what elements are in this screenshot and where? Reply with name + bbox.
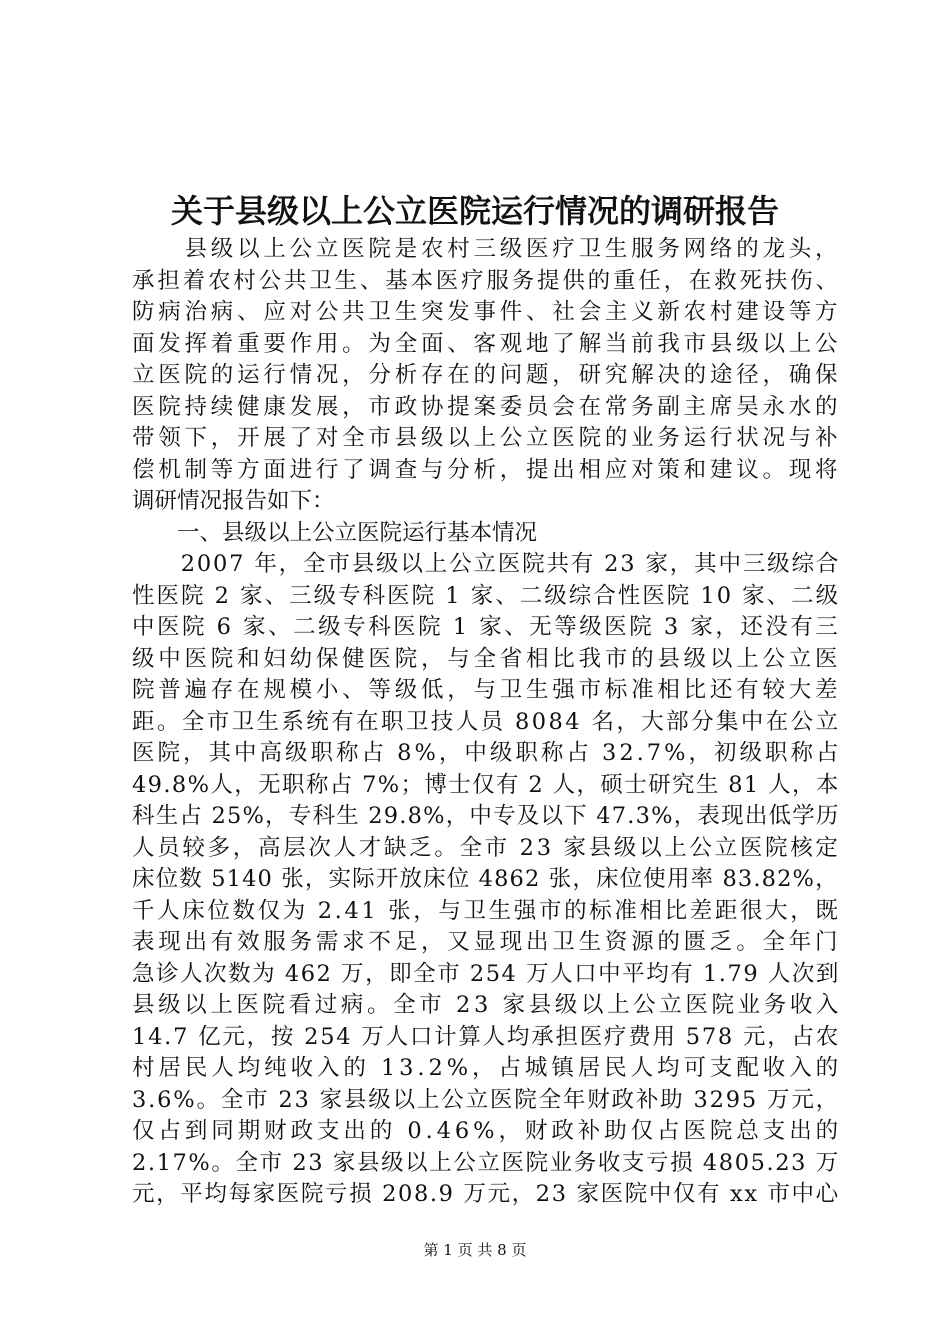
body-line: 调研情况报告如下：	[132, 488, 335, 514]
body-line: 床位数 5140 张，实际开放床位 4862 张，床位使用率 83.82%，	[132, 866, 839, 892]
body-line: 仅占到同期财政支出的 0.46%，财政补助仅占医院总支出的	[132, 1118, 843, 1144]
body-line: 医院持续健康发展，市政协提案委员会在常务副主席吴永水的	[132, 393, 842, 420]
body-line: 2007 年，全市县级以上公立医院共有 23 家，其中三级综合	[132, 551, 841, 577]
body-line: 中医院 6 家、二级专科医院 1 家、无等级医院 3 家，还没有三	[132, 614, 841, 640]
body-line: 49.8%人，无职称占 7%；博士仅有 2 人，硕士研究生 81 人，本	[132, 771, 840, 798]
body-line: 2.17%。全市 23 家县级以上公立医院业务收支亏损 4805.23 万	[132, 1149, 840, 1176]
body-line: 性医院 2 家、三级专科医院 1 家、二级综合性医院 10 家、二级	[132, 582, 841, 609]
body-line: 医院，其中高级职称占 8%，中级职称占 32.7%，初级职称占	[132, 740, 842, 766]
body-line: 村居民人均纯收入的 13.2%，占城镇居民人均可支配收入的	[132, 1055, 843, 1081]
body-line: 一、县级以上公立医院运行基本情况	[132, 519, 538, 546]
body-line: 表现出有效服务需求不足，又显现出卫生资源的匮乏。全年门	[132, 929, 842, 955]
body-line: 千人床位数仅为 2.41 张，与卫生强市的标准相比差距很大，既	[132, 897, 841, 924]
body-line: 院普遍存在规模小、等级低，与卫生强市标准相比还有较大差	[132, 677, 842, 703]
body-line: 带领下，开展了对全市县级以上公立医院的业务运行状况与补	[132, 425, 842, 451]
body-line: 防病治病、应对公共卫生突发事件、社会主义新农村建设等方	[132, 299, 842, 325]
body-line: 3.6%。全市 23 家县级以上公立医院全年财政补助 3295 万元，	[132, 1086, 840, 1113]
body-line: 县级以上公立医院是农村三级医疗卫生服务网络的龙头，	[132, 236, 842, 262]
document-body	[132, 234, 843, 1211]
body-line: 立医院的运行情况，分析存在的问题，研究解决的途径，确保	[132, 362, 842, 388]
document-title: 关于县级以上公立医院运行情况的调研报告	[170, 192, 779, 230]
body-line: 偿机制等方面进行了调查与分析，提出相应对策和建议。现将	[132, 456, 842, 483]
body-line: 人员较多，高层次人才缺乏。全市 23 家县级以上公立医院核定	[132, 834, 841, 861]
body-line: 急诊人次数为 462 万，即全市 254 万人口中平均有 1.79 人次到	[132, 960, 840, 987]
body-line: 县级以上医院看过病。全市 23 家县级以上公立医院业务收入	[132, 992, 843, 1018]
page-footer: 第 1 页 共 8 页	[423, 1241, 527, 1259]
body-line: 科生占 25%，专科生 29.8%，中专及以下 47.3%，表现出低学历	[132, 803, 840, 829]
body-line: 元，平均每家医院亏损 208.9 万元，23 家医院中仅有 xx 市中心	[132, 1181, 840, 1207]
body-line: 级中医院和妇幼保健医院，与全省相比我市的县级以上公立医	[132, 645, 842, 672]
body-line: 承担着农村公共卫生、基本医疗服务提供的重任，在救死扶伤、	[132, 267, 841, 294]
body-line: 距。全市卫生系统有在职卫技人员 8084 名，大部分集中在公立	[132, 708, 841, 735]
body-line: 14.7 亿元，按 254 万人口计算人均承担医疗费用 578 元，占农	[132, 1023, 841, 1050]
body-line: 面发挥着重要作用。为全面、客观地了解当前我市县级以上公	[132, 330, 842, 357]
